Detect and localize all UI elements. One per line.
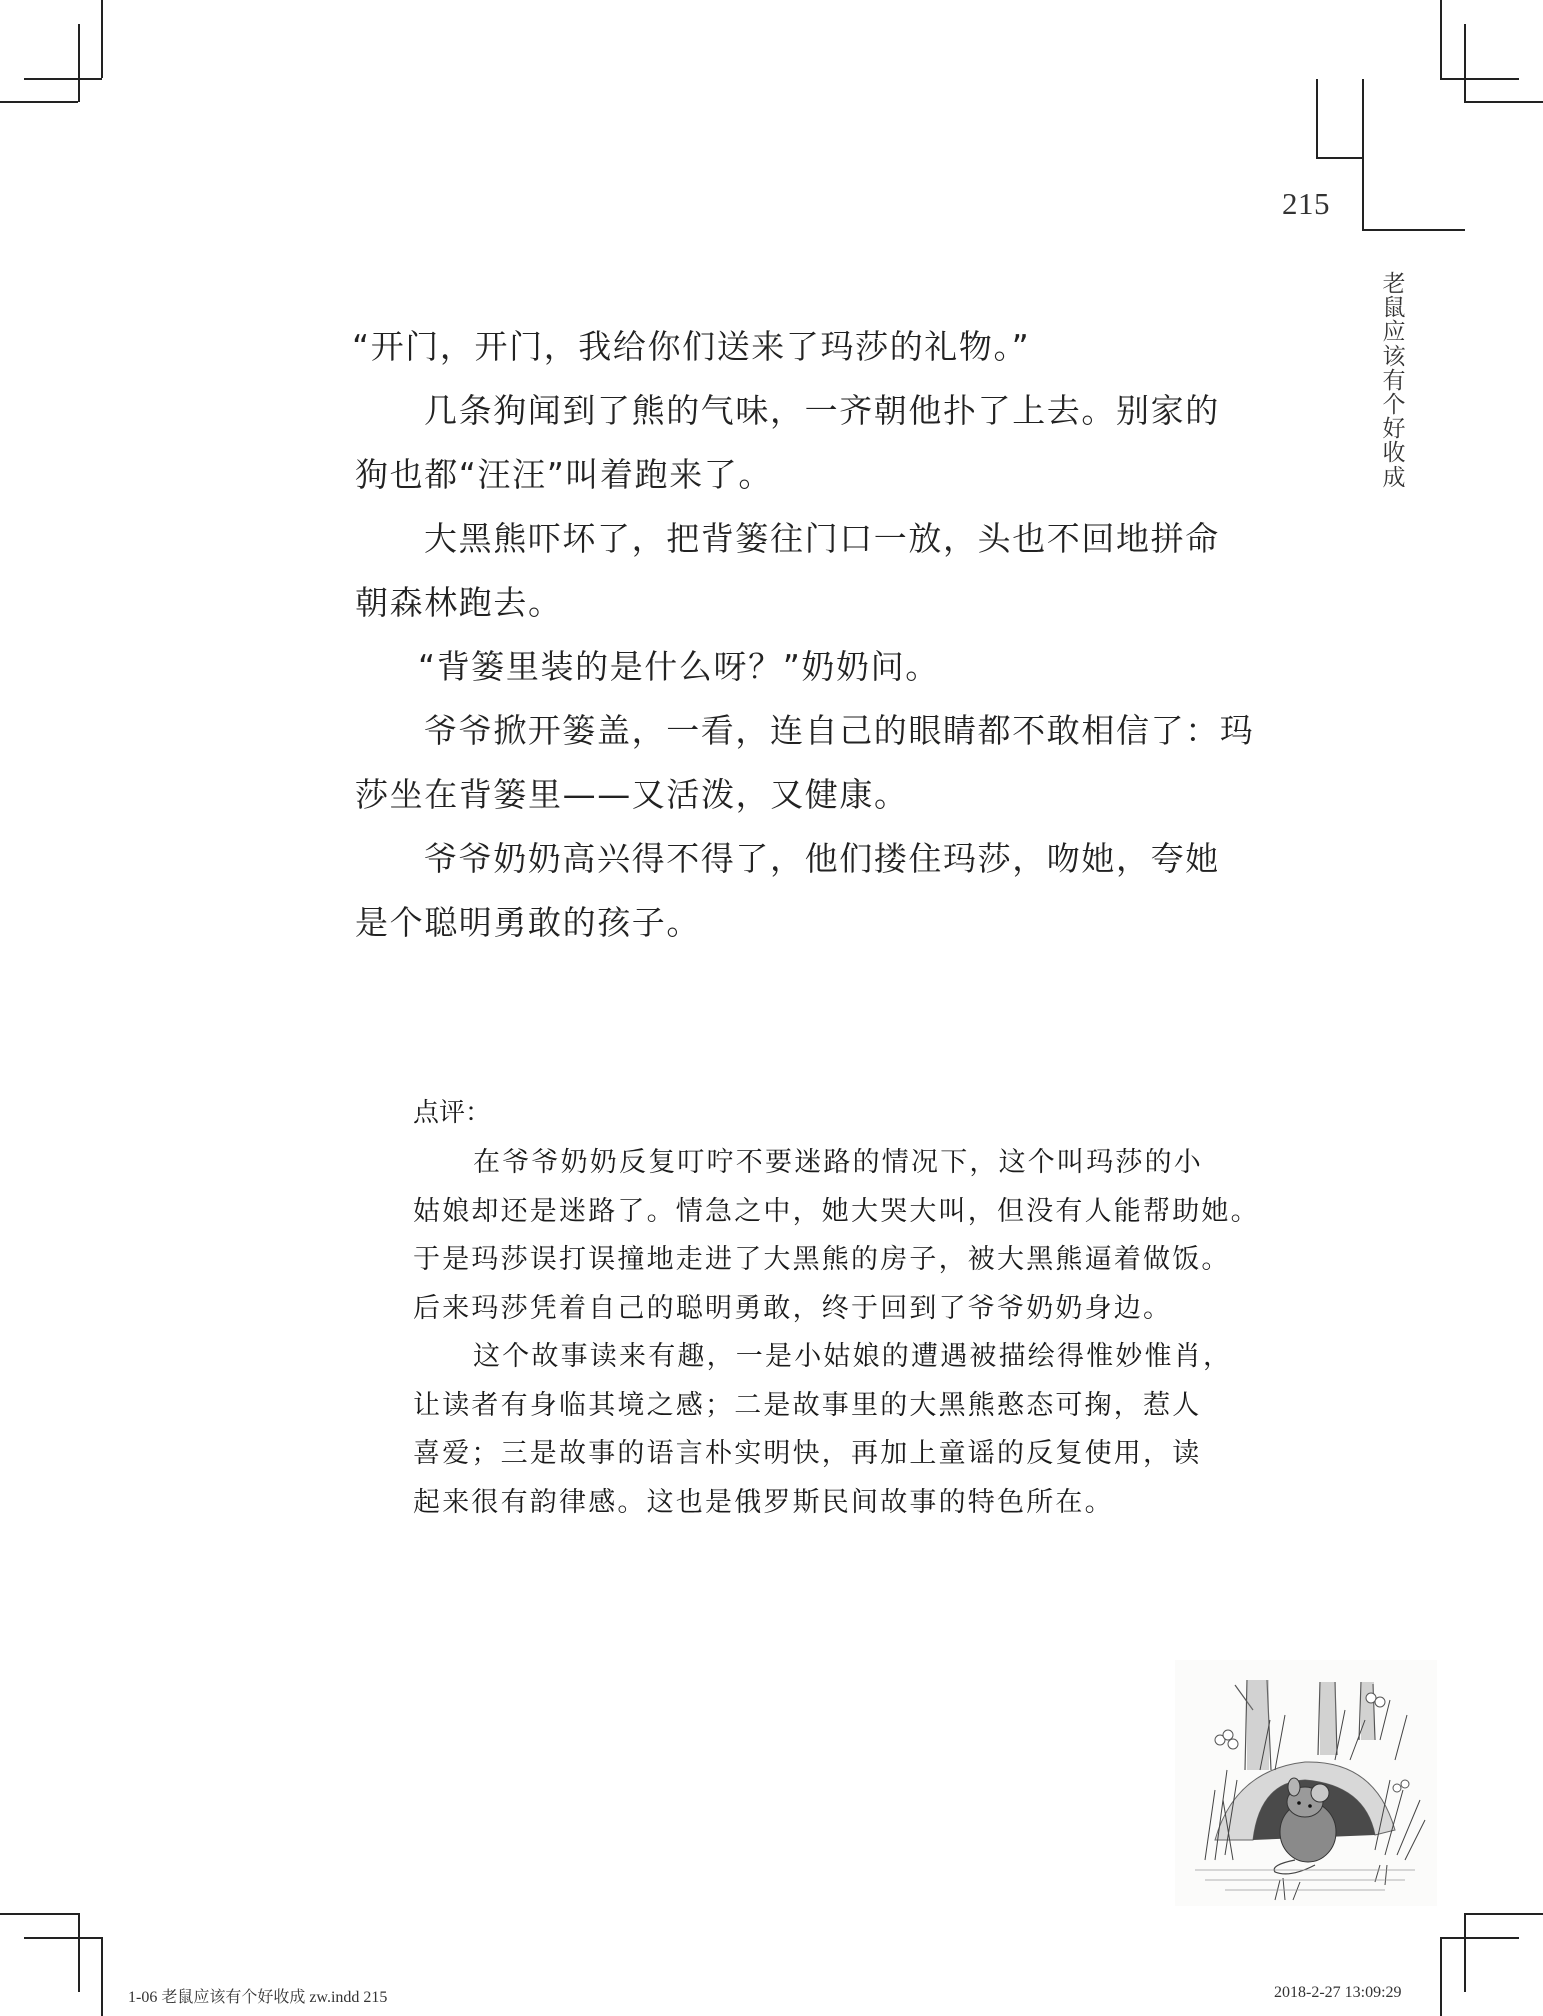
crop-mark bbox=[1440, 78, 1519, 80]
commentary-line: 让读者有身临其境之感；二是故事里的大黑熊憨态可掬，惹人 bbox=[413, 1390, 1202, 1421]
footer-file-label: 1-06 老鼠应该有个好收成 zw.indd 215 bbox=[128, 1989, 388, 2006]
text-line: 爷爷奶奶高兴得不得了，他们搂住玛莎，吻她，夸她 bbox=[424, 839, 1220, 878]
mouse-burrow-illustration bbox=[1175, 1660, 1437, 1906]
crop-mark bbox=[1464, 1913, 1466, 1992]
page-number: 215 bbox=[1282, 186, 1330, 221]
crop-mark bbox=[1464, 101, 1543, 103]
mouse-sketch-icon bbox=[1175, 1660, 1437, 1906]
crop-mark bbox=[24, 1937, 102, 1939]
commentary-line: 姑娘却还是迷路了。情急之中，她大哭大叫，但没有人能帮助她。 bbox=[413, 1196, 1260, 1227]
crop-mark bbox=[78, 1913, 80, 1992]
header-rule bbox=[1316, 157, 1362, 159]
crop-mark bbox=[0, 101, 78, 103]
text-line: 是个聪明勇敢的孩子。 bbox=[355, 903, 701, 942]
text-line: “背篓里装的是什么呀？”奶奶问。 bbox=[418, 647, 940, 686]
crop-mark bbox=[0, 1913, 78, 1915]
commentary-line: 喜爱；三是故事的语言朴实明快，再加上童谣的反复使用，读 bbox=[413, 1438, 1202, 1469]
commentary-line: 于是玛莎误打误撞地走进了大黑熊的房子，被大黑熊逼着做饭。 bbox=[413, 1244, 1231, 1275]
commentary-heading: 点评： bbox=[413, 1098, 492, 1128]
text-line: “开门，开门，我给你们送来了玛莎的礼物。” bbox=[352, 327, 1031, 366]
header-rule bbox=[1362, 229, 1465, 231]
crop-mark bbox=[78, 24, 80, 102]
crop-mark bbox=[1440, 1937, 1442, 2016]
crop-mark bbox=[101, 0, 103, 78]
crop-mark bbox=[1464, 1913, 1543, 1915]
header-rule bbox=[1362, 79, 1364, 229]
text-line: 朝森林跑去。 bbox=[355, 583, 563, 622]
crop-mark bbox=[1464, 24, 1466, 102]
crop-mark bbox=[101, 1937, 103, 2016]
text-line: 大黑熊吓坏了，把背篓往门口一放，头也不回地拼命 bbox=[424, 519, 1220, 558]
text-line: 莎坐在背篓里——又活泼，又健康。 bbox=[355, 775, 909, 814]
commentary-line: 这个故事读来有趣，一是小姑娘的遭遇被描绘得惟妙惟肖， bbox=[473, 1341, 1233, 1372]
running-title: 老鼠应该有个好收成 bbox=[1382, 271, 1406, 491]
text-line: 几条狗闻到了熊的气味，一齐朝他扑了上去。别家的 bbox=[424, 391, 1220, 430]
header-rule bbox=[1316, 79, 1318, 157]
text-line: 狗也都“汪汪”叫着跑来了。 bbox=[355, 455, 773, 494]
crop-mark bbox=[24, 78, 102, 80]
commentary-line: 后来玛莎凭着自己的聪明勇敢，终于回到了爷爷奶奶身边。 bbox=[413, 1293, 1173, 1324]
footer-timestamp: 2018-2-27 13:09:29 bbox=[1274, 1984, 1402, 2001]
text-line: 爷爷掀开篓盖，一看，连自己的眼睛都不敢相信了：玛 bbox=[424, 711, 1255, 750]
crop-mark bbox=[1440, 1937, 1519, 1939]
crop-mark bbox=[1440, 0, 1442, 78]
commentary-line: 在爷爷奶奶反复叮咛不要迷路的情况下，这个叫玛莎的小 bbox=[473, 1147, 1203, 1178]
commentary-line: 起来很有韵律感。这也是俄罗斯民间故事的特色所在。 bbox=[413, 1487, 1114, 1518]
